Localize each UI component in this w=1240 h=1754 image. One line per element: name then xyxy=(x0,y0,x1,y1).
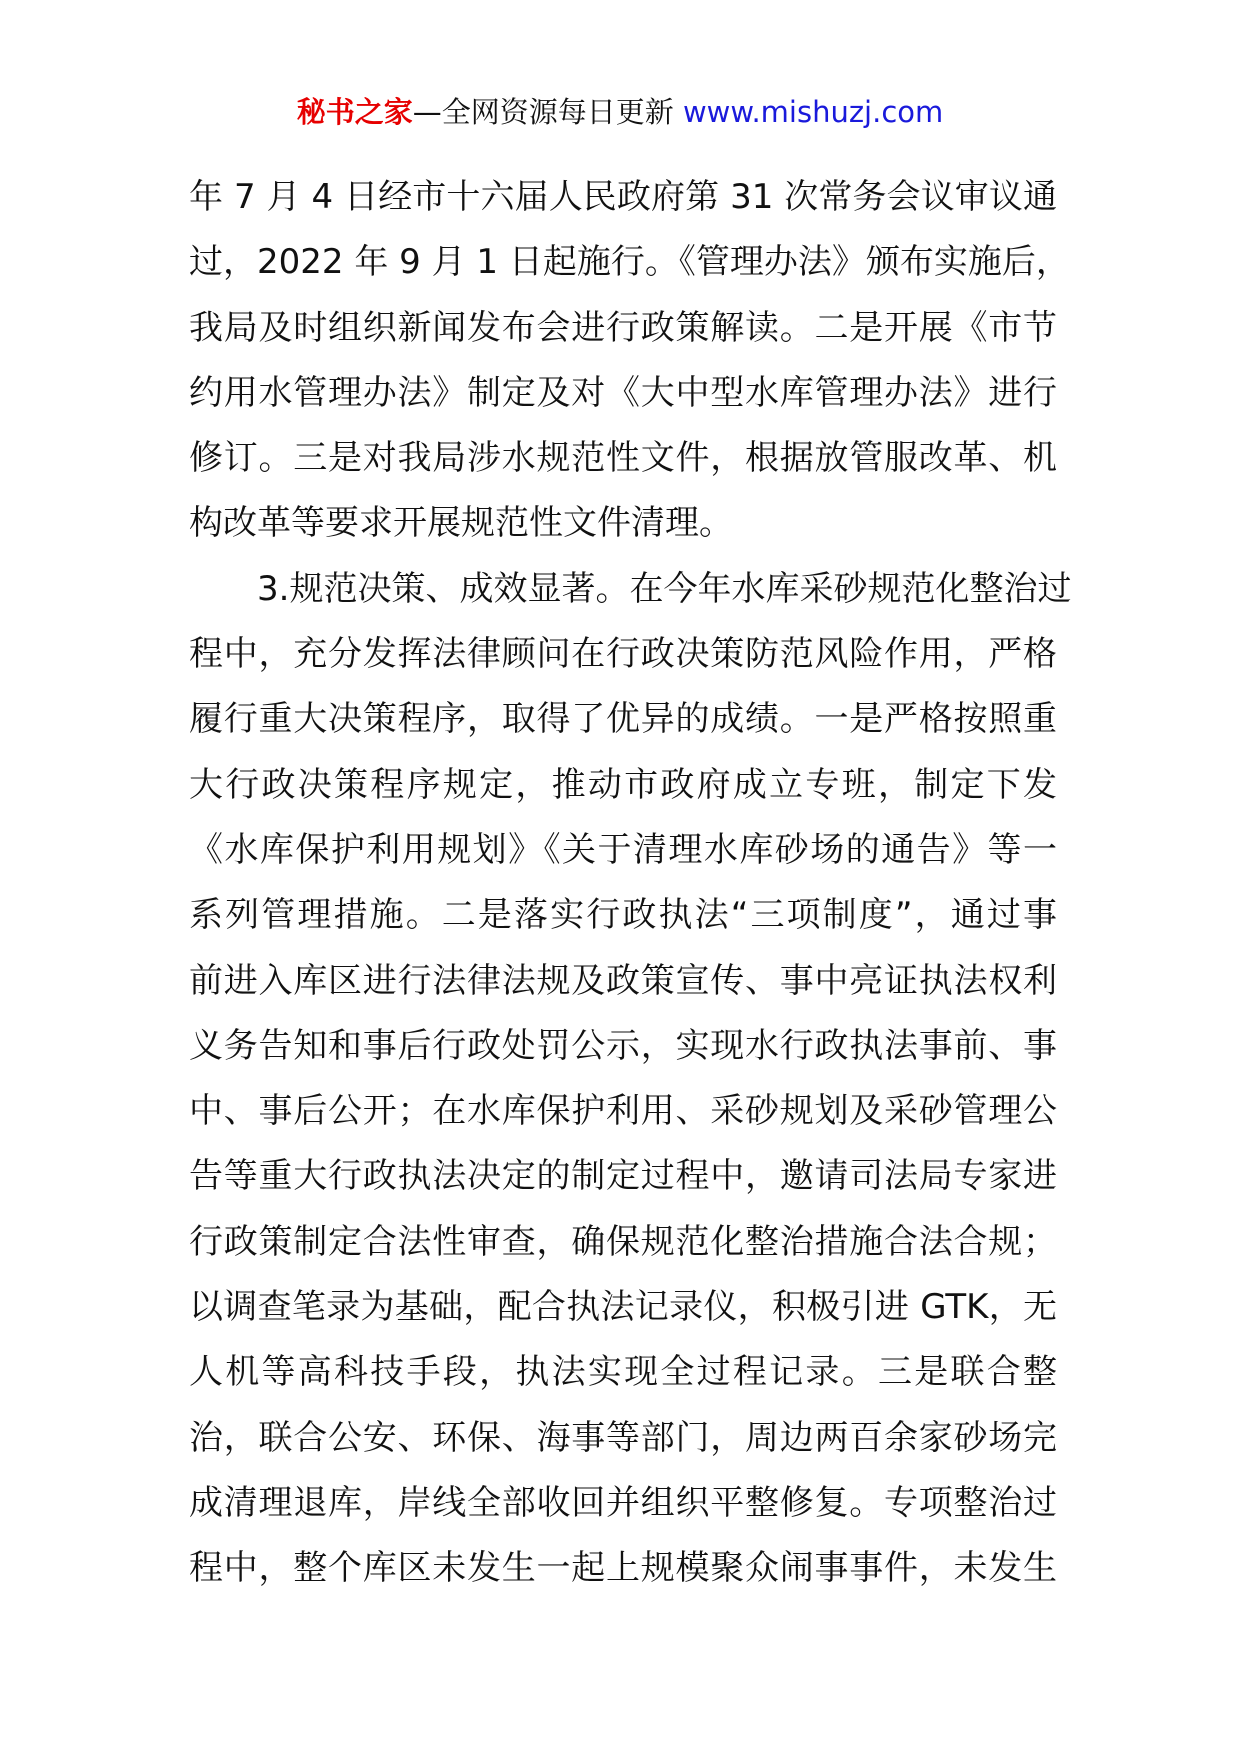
text-line: 约用水管理办法》制定及对《大中型水库管理办法》进行 xyxy=(189,372,1057,413)
text-line: 程中，整个库区未发生一起上规模聚众闹事事件，未发生 xyxy=(189,1548,1057,1589)
text-line: 前进入库区进行法律法规及政策宣传、事中亮证执法权利 xyxy=(189,960,1057,1001)
text-line: 人机等高科技手段，执法实现全过程记录。三是联合整 xyxy=(189,1352,1057,1393)
text-line: 成清理退库，岸线全部收回并组织平整修复。专项整治过 xyxy=(189,1482,1057,1523)
text-line: 程中，充分发挥法律顾问在行政决策防范风险作用，严格 xyxy=(189,634,1057,675)
text-line: 中、事后公开；在水库保护利用、采砂规划及采砂管理公 xyxy=(189,1091,1057,1132)
text-line: 行政策制定合法性审查，确保规范化整治措施合法合规； xyxy=(189,1221,1057,1262)
document-body xyxy=(189,165,1072,1602)
text-line: 构改革等要求开展规范性文件清理。 xyxy=(189,503,733,544)
text-line: 年 7 月 4 日经市十六届人民政府第 31 次常务会议审议通 xyxy=(189,177,1057,217)
text-line: 大行政决策程序规定，推动市政府成立专班，制定下发 xyxy=(189,764,1057,805)
header-tagline: —全网资源每日更新 xyxy=(412,95,674,129)
text-line: 治，联合公安、环保、海事等部门，周边两百余家砂场完 xyxy=(189,1417,1057,1458)
text-line: 《水库保护利用规划》《关于清理水库砂场的通告》等一 xyxy=(189,829,1057,870)
text-line: 系列管理措施。二是落实行政执法“三项制度”，通过事 xyxy=(189,895,1057,936)
text-line: 履行重大决策程序，取得了优异的成绩。一是严格按照重 xyxy=(189,699,1057,740)
site-header xyxy=(0,92,1240,132)
text-line: 告等重大行政执法决定的制定过程中，邀请司法局专家进 xyxy=(189,1156,1057,1197)
site-url-link[interactable]: www.mishuzj.com xyxy=(682,95,944,129)
text-line: 过，2022 年 9 月 1 日起施行。《管理办法》颁布实施后， xyxy=(189,242,1070,283)
text-line: 以调查笔录为基础，配合执法记录仪，积极引进 GTK，无 xyxy=(189,1287,1057,1328)
text-line: 我局及时组织新闻发布会进行政策解读。二是开展《市节 xyxy=(189,307,1057,348)
section-heading-line: 3.规范决策、成效显著。在今年水库采砂规范化整治过 xyxy=(257,568,1072,609)
text-line: 修订。三是对我局涉水规范性文件，根据放管服改革、机 xyxy=(189,438,1057,479)
text-line: 义务告知和事后行政处罚公示，实现水行政执法事前、事 xyxy=(189,1025,1057,1066)
brand-name: 秘书之家 xyxy=(296,95,413,129)
